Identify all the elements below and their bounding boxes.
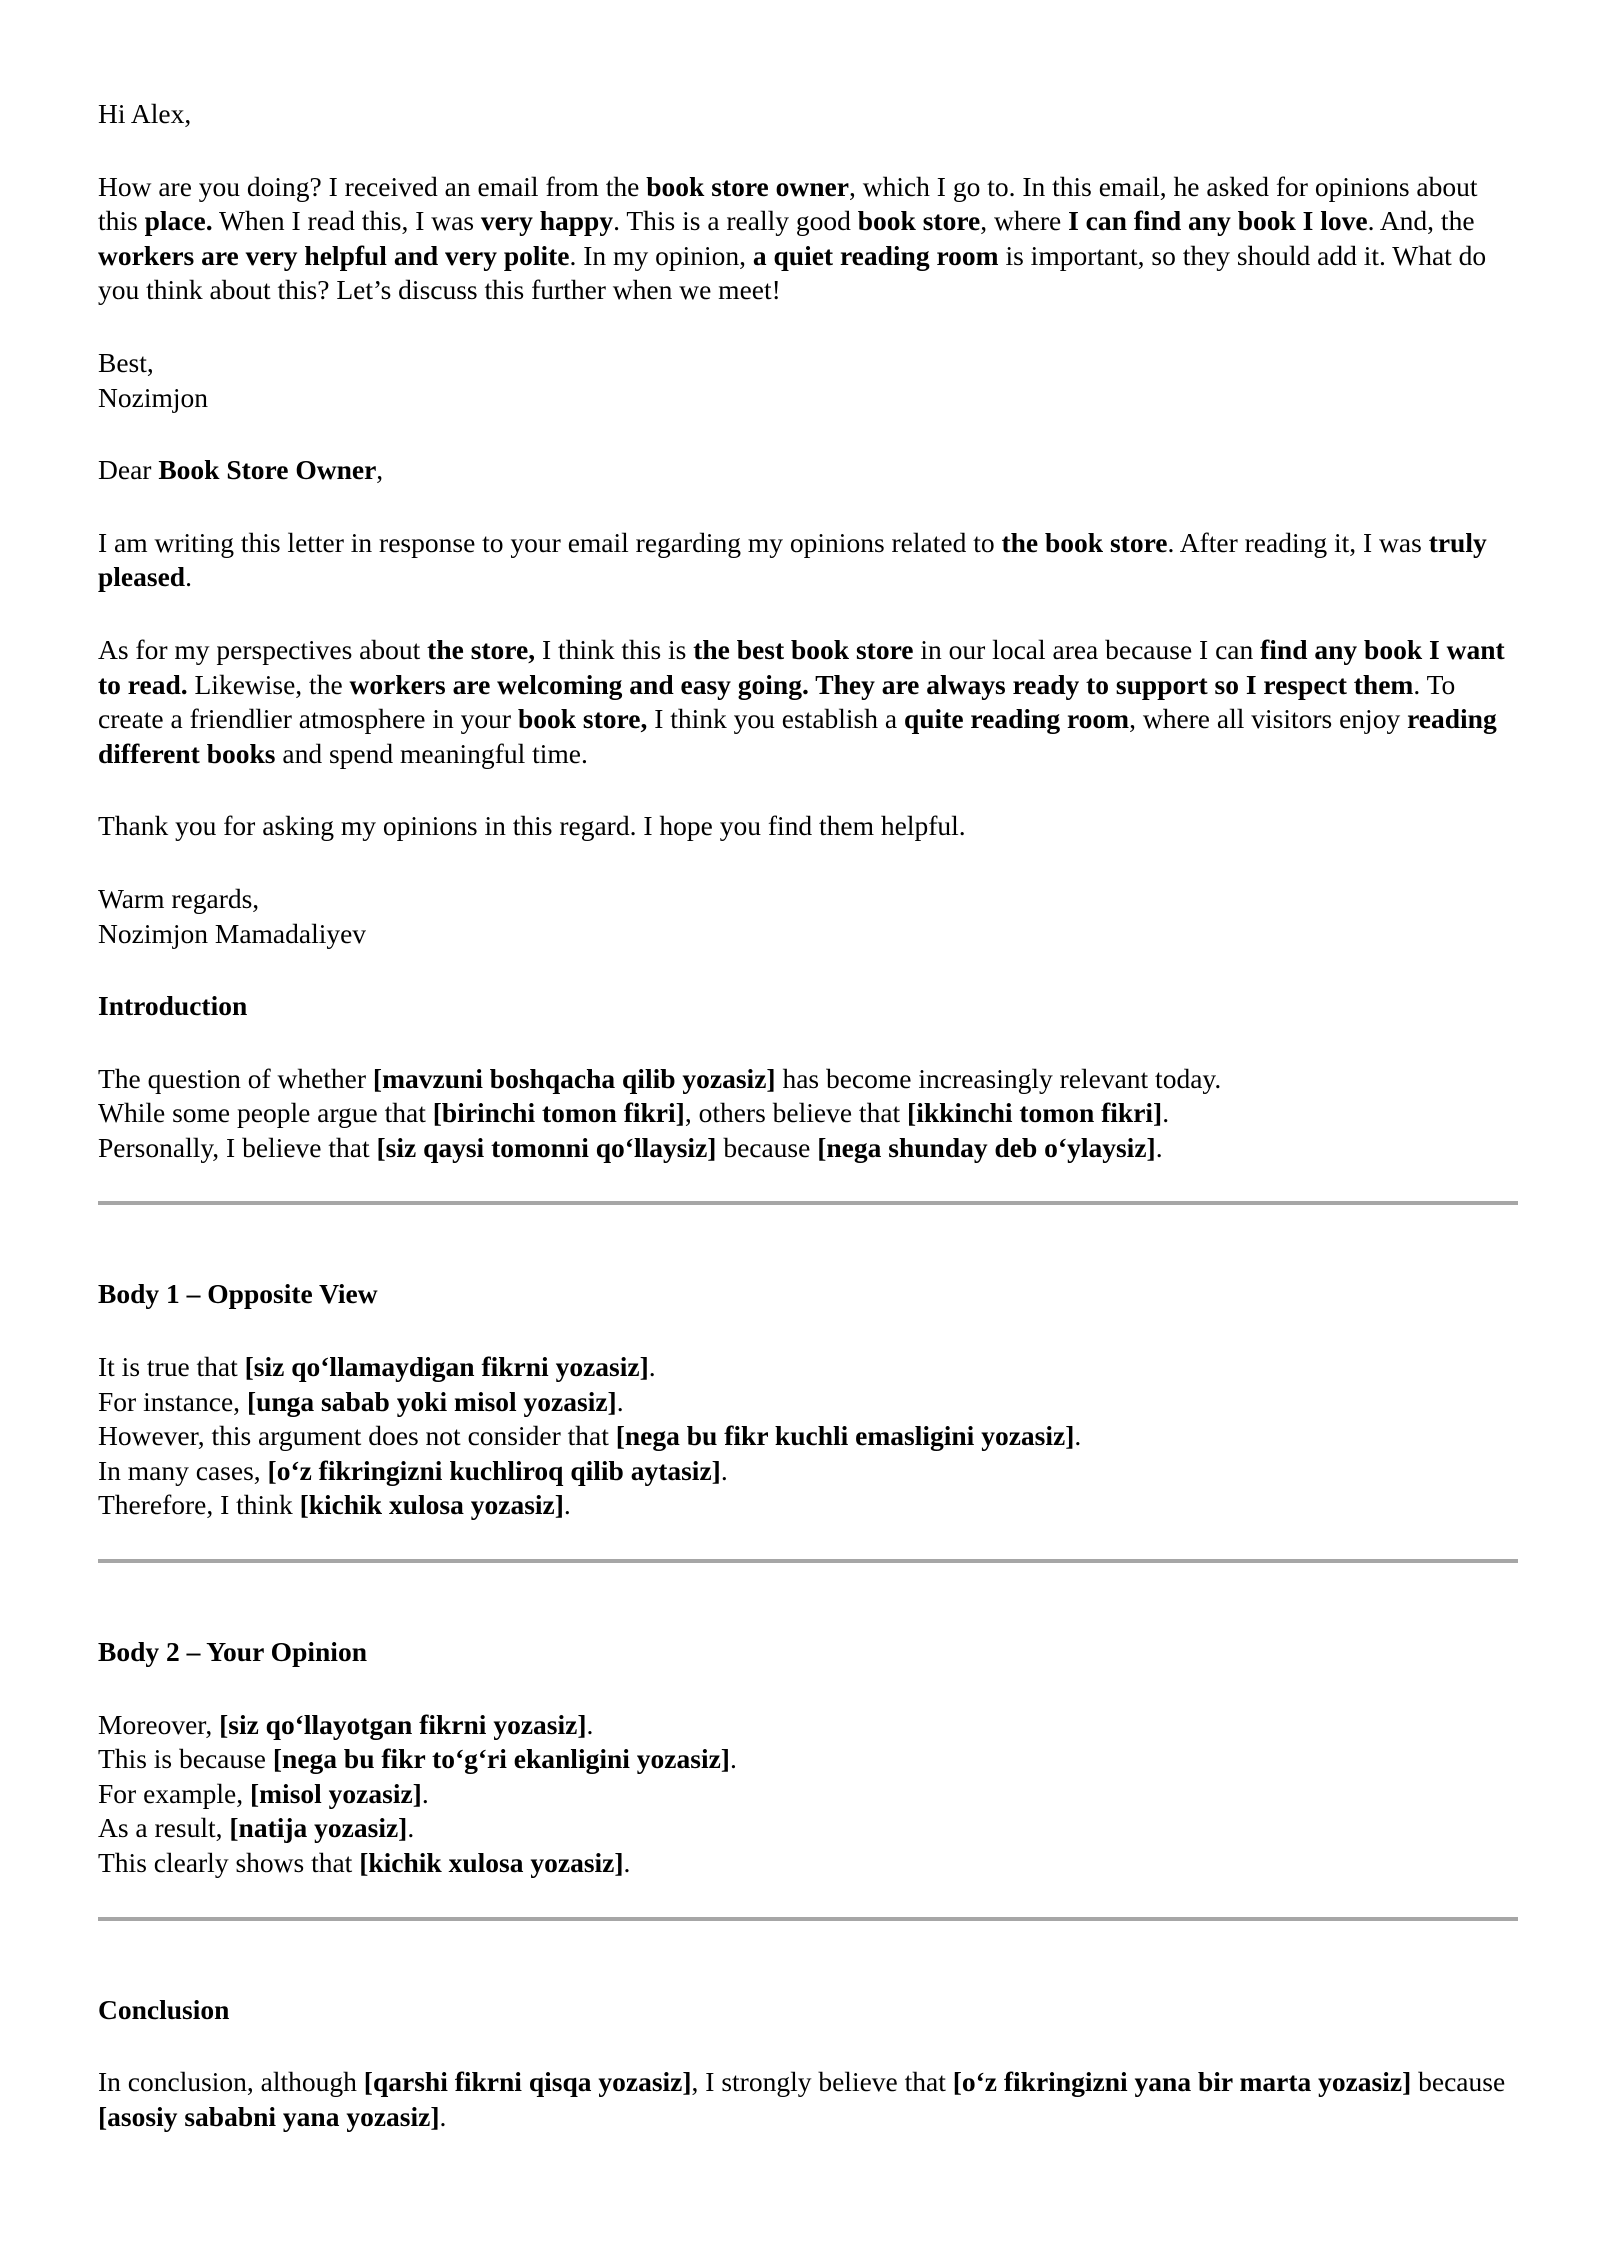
letter-paragraph-3: Thank you for asking my opinions in this regard. I hope you find them helpful. bbox=[98, 810, 966, 842]
introduction-text bbox=[98, 1062, 1518, 1166]
bold-text: [siz qo‘llayotgan fikrni yozasiz] bbox=[219, 1708, 587, 1740]
email-greeting: Hi Alex, bbox=[98, 98, 192, 129]
bold-text: place. bbox=[144, 205, 213, 237]
bold-text: [nega shunday deb o‘ylaysiz] bbox=[817, 1131, 1156, 1163]
letter-paragraph-1: I am writing this letter in response to your email regarding my opinions related to the book store. After reading it, I was truly pleased. bbox=[98, 526, 1487, 593]
bold-text: [natija yozasiz] bbox=[229, 1812, 408, 1844]
introduction-line: While some people argue that [birinchi tomon fikri], others believe that [ikkinchi tomon fikri]. bbox=[98, 1097, 1170, 1129]
bold-text: [mavzuni boshqacha qilib yozasiz] bbox=[372, 1062, 776, 1094]
letter-signature bbox=[98, 882, 1518, 951]
bold-text: [kichik xulosa yozasiz] bbox=[299, 1489, 564, 1521]
body2-line: Moreover, [siz qo‘llayotgan fikrni yozasiz]. bbox=[98, 1708, 594, 1740]
document-page bbox=[98, 97, 1518, 2172]
bold-text: very happy bbox=[480, 205, 614, 237]
body2-heading: Body 2 – Your Opinion bbox=[98, 1636, 367, 1668]
bold-text: workers are very helpful and very polite bbox=[98, 239, 570, 271]
body1-line: For instance, [unga sabab yoki misol yozasiz]. bbox=[98, 1385, 624, 1417]
bold-text: [ikkinchi tomon fikri] bbox=[907, 1097, 1163, 1129]
bold-text: the book store bbox=[1001, 526, 1168, 558]
body2-line: This is because [nega bu fikr to‘g‘ri ekanligini yozasiz]. bbox=[98, 1743, 737, 1775]
bold-text: the best book store bbox=[693, 633, 914, 665]
bold-text: truly pleased bbox=[98, 526, 1487, 593]
conclusion-text: In conclusion, although [qarshi fikrni qisqa yozasiz], I strongly believe that [o‘z fikringizni yana bir marta yozasiz] because [asosiy sababni yana yozasiz]. bbox=[98, 2066, 1506, 2132]
bold-text: [siz qo‘llamaydigan fikrni yozasiz] bbox=[244, 1351, 649, 1383]
bold-text: [birinchi tomon fikri] bbox=[432, 1097, 685, 1129]
bold-text: book store bbox=[857, 205, 981, 237]
body1-line: In many cases, [o‘z fikringizni kuchliroq qilib aytasiz]. bbox=[98, 1454, 728, 1486]
body1-heading: Body 1 – Opposite View bbox=[98, 1278, 378, 1310]
bold-text: book store, bbox=[517, 703, 648, 735]
bold-text: [misol yozasiz] bbox=[249, 1777, 422, 1809]
email-signature bbox=[98, 346, 1518, 415]
bold-text: [nega bu fikr kuchli emasligini yozasiz] bbox=[615, 1420, 1075, 1452]
conclusion-heading: Conclusion bbox=[98, 1993, 230, 2025]
email-body: How are you doing? I received an email from the book store owner, which I go to. In this email, he asked for opinions about this place. When I read this, I was very happy. This is a really good book store, where I can find any book I love. And, the workers are very helpful and very polite. In my opinion, a quiet reading room is important, so they should add it. What do you think about this? Let’s discuss this further when we meet! bbox=[98, 170, 1487, 306]
introduction-heading: Introduction bbox=[98, 990, 248, 1022]
letter-sender-name: Nozimjon Mamadaliyev bbox=[98, 917, 367, 949]
body2-line: As a result, [natija yozasiz]. bbox=[98, 1812, 415, 1844]
bold-text: I can find any book I love bbox=[1068, 205, 1368, 237]
bold-text: quite reading room bbox=[903, 703, 1130, 735]
letter-salutation: Dear Book Store Owner, bbox=[98, 454, 384, 486]
bold-text: [qarshi fikrni qisqa yozasiz] bbox=[363, 2066, 692, 2098]
bold-text: [asosiy sababni yana yozasiz] bbox=[98, 2100, 440, 2132]
bold-text: a quiet reading room bbox=[752, 239, 999, 271]
bold-text: the store, bbox=[427, 633, 536, 665]
email-signoff: Best, bbox=[98, 346, 154, 378]
email-sender-name: Nozimjon bbox=[98, 381, 208, 413]
bold-text: find any book I want to read. bbox=[98, 633, 1505, 700]
body2-line: This clearly shows that [kichik xulosa yozasiz]. bbox=[98, 1847, 631, 1878]
introduction-line: The question of whether [mavzuni boshqacha qilib yozasiz] has become increasingly relevant today. bbox=[98, 1062, 1222, 1094]
letter-paragraph-2: As for my perspectives about the store, I think this is the best book store in our local area because I can find any book I want to read. Likewise, the workers are welcoming and easy going. They are always ready to support so I respect them. To create a friendlier atmosphere in your book store, I think you establish a quite reading room, where all visitors enjoy reading different books and spend meaningful time. bbox=[98, 633, 1505, 769]
letter-signoff: Warm regards, bbox=[98, 882, 260, 914]
body1-text bbox=[98, 1350, 1518, 1523]
introduction-line: Personally, I believe that [siz qaysi tomonni qo‘llaysiz] because [nega shunday deb o‘ylaysiz]. bbox=[98, 1131, 1163, 1163]
body1-line: However, this argument does not consider that [nega bu fikr kuchli emasligini yozasiz]. bbox=[98, 1420, 1082, 1452]
bold-text: [nega bu fikr to‘g‘ri ekanligini yozasiz] bbox=[272, 1743, 730, 1775]
bold-text: Book Store Owner bbox=[158, 454, 377, 486]
bold-text: workers are welcoming and easy going. They are always ready to support so I respect them bbox=[349, 668, 1414, 700]
bold-text: [o‘z fikringizni yana bir marta yozasiz] bbox=[952, 2066, 1412, 2098]
body1-line: Therefore, I think [kichik xulosa yozasiz]. bbox=[98, 1489, 571, 1521]
bold-text: [kichik xulosa yozasiz] bbox=[359, 1847, 624, 1878]
body2-line: For example, [misol yozasiz]. bbox=[98, 1777, 429, 1809]
bold-text: book store owner bbox=[646, 170, 849, 202]
body1-line: It is true that [siz qo‘llamaydigan fikrni yozasiz]. bbox=[98, 1351, 656, 1383]
bold-text: [siz qaysi tomonni qo‘llaysiz] bbox=[376, 1131, 717, 1163]
bold-text: reading different books bbox=[98, 703, 1497, 769]
bold-text: [unga sabab yoki misol yozasiz] bbox=[246, 1385, 617, 1417]
bold-text: [o‘z fikringizni kuchliroq qilib aytasiz] bbox=[267, 1454, 721, 1486]
body2-text bbox=[98, 1708, 1518, 1881]
